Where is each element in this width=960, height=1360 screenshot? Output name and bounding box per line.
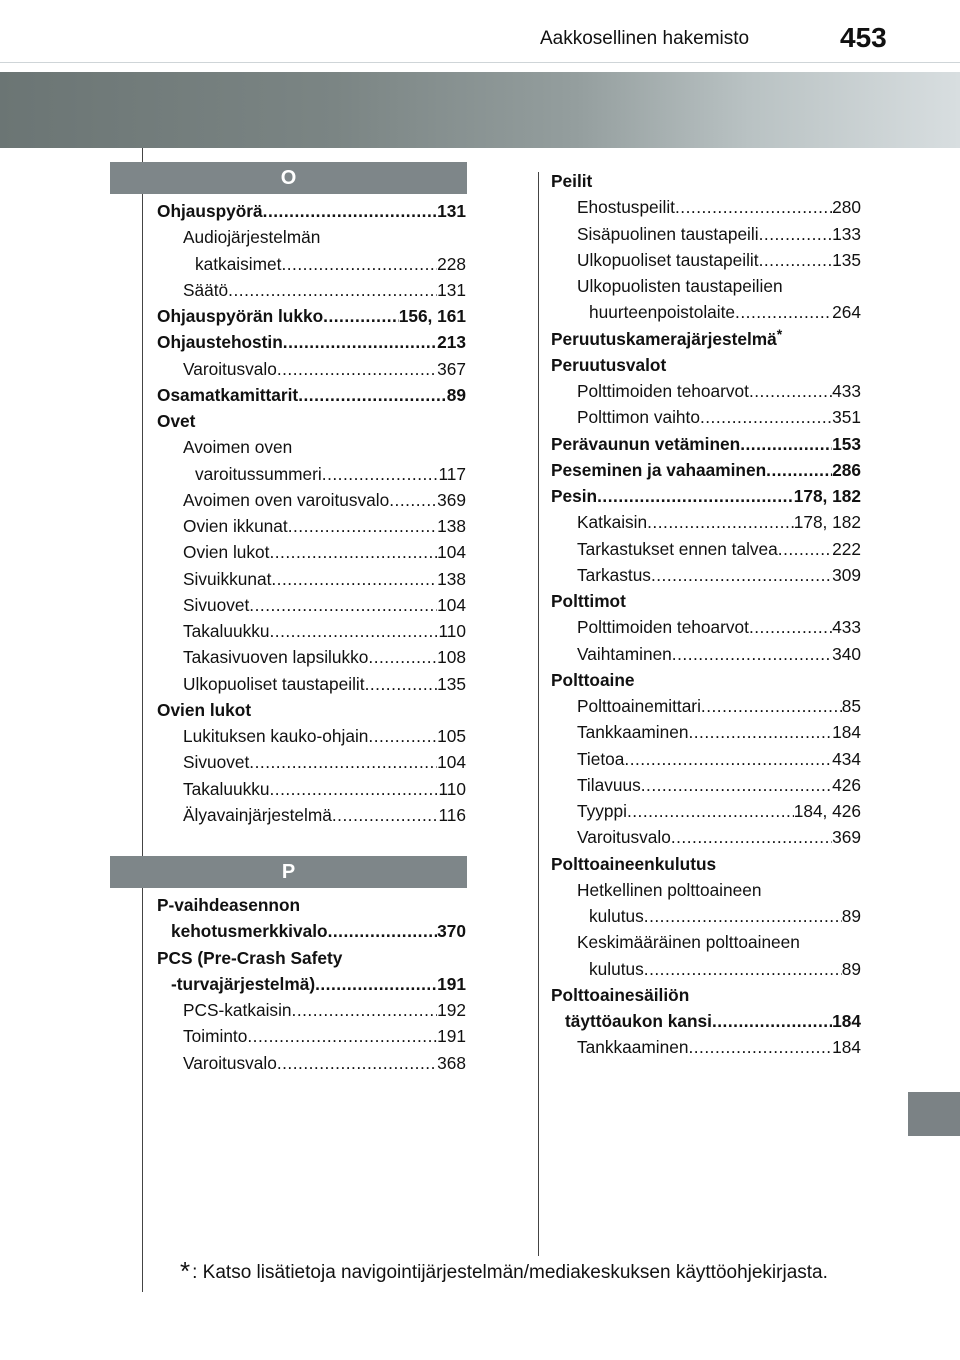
page-reference: 351 — [832, 407, 861, 428]
index-entry — [551, 352, 861, 378]
index-subentry — [157, 461, 466, 487]
index-subentry — [551, 693, 861, 719]
leader-dots — [228, 277, 437, 303]
index-entry — [551, 667, 861, 693]
entry-label: Ulkopuoliset taustapeilit — [577, 249, 759, 270]
entry-label: Takaluukku — [183, 621, 270, 641]
index-subentry — [157, 644, 466, 670]
index-entry — [551, 431, 861, 457]
leader-dots — [627, 798, 794, 824]
entry-label: Audiojärjestelmän — [183, 227, 321, 248]
index-subentry — [551, 247, 861, 273]
page-reference: 153 — [832, 433, 861, 454]
entry-label: Sivuovet — [183, 752, 250, 773]
entry-label: Varoitusvalo — [183, 358, 277, 379]
page-reference: 89 — [841, 958, 861, 979]
entry-label: Polttimoiden tehoarvot — [577, 381, 749, 401]
index-subentry — [157, 434, 466, 460]
entry-label: Ohjaustehostin — [157, 332, 283, 353]
index-subentry — [551, 929, 861, 955]
entry-label: -turvajärjestelmä) — [171, 973, 316, 994]
page-reference: 89 — [841, 906, 861, 926]
page-reference: 222 — [832, 538, 861, 559]
entry-label: Tankkaaminen — [577, 722, 689, 743]
page-number: 453 — [840, 22, 887, 53]
page-reference: 138 — [437, 568, 466, 589]
leader-dots — [271, 566, 437, 592]
entry-label: Polttoainesäiliön — [551, 984, 690, 1005]
page-reference: 370 — [437, 921, 466, 942]
leader-dots — [672, 641, 832, 667]
index-entry — [157, 303, 466, 329]
index-subentry — [551, 221, 861, 247]
index-entry — [157, 198, 466, 224]
entry-label: Keskimääräinen polttoaineen — [577, 932, 800, 953]
footnote-text: : Katso lisätietoja navigointijärjestelmän/mediakeskuksen käyttöohjekirjasta. — [192, 1262, 828, 1283]
entry-label: Polttimon vaihto — [577, 407, 700, 428]
page-reference: 116 — [438, 804, 466, 825]
entry-label: Varoitusvalo — [183, 1052, 277, 1073]
entry-label: Sisäpuolinen taustapeili — [577, 223, 759, 244]
leader-dots — [712, 1008, 832, 1034]
index-column-right — [551, 168, 861, 1061]
page-reference: 108 — [437, 647, 466, 668]
leader-dots — [247, 1023, 437, 1049]
entry-label: Sivuovet — [183, 594, 250, 615]
entry-label: PCS (Pre-Crash Safety — [157, 947, 343, 968]
index-entry — [157, 329, 466, 355]
index-entry — [157, 697, 466, 723]
entry-label: Tarkastukset ennen talvea — [577, 538, 778, 559]
index-subentry — [157, 566, 466, 592]
entry-label: P-vaihdeasennon — [157, 895, 301, 915]
index-subentry — [551, 877, 861, 903]
entry-label: Polttimot — [551, 591, 626, 611]
entry-label: Polttoaineenkulutus — [551, 853, 717, 874]
page-reference: 89 — [446, 384, 466, 405]
leader-dots — [644, 956, 842, 982]
leader-dots — [323, 303, 399, 329]
page-reference: 191 — [437, 973, 466, 994]
index-subentry — [551, 509, 861, 535]
page-reference: 228 — [437, 253, 466, 274]
entry-label: Toiminto — [183, 1026, 248, 1047]
entry-label: Tietoa — [577, 748, 625, 769]
index-subentry — [157, 592, 466, 618]
page-reference: 192 — [437, 1000, 466, 1020]
entry-label: huurteenpoistolaite — [589, 302, 736, 323]
entry-label: Polttimoiden tehoarvot — [577, 617, 749, 638]
leader-dots — [735, 299, 832, 325]
entry-label: Tilavuus — [577, 774, 641, 795]
index-subentry — [157, 671, 466, 697]
leader-dots — [688, 1034, 832, 1060]
page-reference: 85 — [841, 696, 861, 716]
page-reference: 135 — [832, 249, 861, 270]
page-reference: 110 — [438, 778, 466, 799]
entry-label: Ohjauspyörä — [157, 201, 263, 221]
index-subentry — [551, 614, 861, 640]
entry-label: Vaihtaminen — [577, 643, 672, 664]
page-reference: 184 — [832, 1011, 861, 1031]
page-reference: 368 — [437, 1052, 466, 1073]
index-subentry — [551, 194, 861, 220]
page-reference: 340 — [832, 643, 861, 664]
page-reference: 104 — [437, 594, 466, 615]
leader-dots — [277, 1050, 437, 1076]
entry-label: Polttoainemittari — [577, 696, 701, 716]
index-subentry — [551, 798, 861, 824]
entry-label: Sivuikkunat — [183, 568, 272, 589]
index-entry — [157, 382, 466, 408]
entry-label: Takasivuoven lapsilukko — [183, 647, 369, 668]
entry-label: katkaisimet — [195, 253, 282, 274]
index-column-o — [157, 198, 466, 828]
index-subentry — [157, 224, 466, 250]
letter-heading-o: O — [110, 162, 467, 194]
index-subentry — [157, 356, 466, 382]
leader-dots — [700, 404, 832, 430]
leader-dots — [778, 536, 832, 562]
page-reference: 104 — [437, 752, 466, 773]
index-subentry — [551, 641, 861, 667]
index-entry — [157, 945, 466, 971]
entry-label: PCS-katkaisin — [183, 1000, 292, 1020]
entry-label: Ehostuspeilit — [577, 197, 675, 218]
page-reference: 184 — [832, 722, 861, 743]
entry-label: Hetkellinen polttoaineen — [577, 879, 762, 900]
entry-label: Peruutusvalot — [551, 354, 667, 375]
index-subentry — [551, 1034, 861, 1060]
entry-label: Peilit — [551, 171, 593, 191]
leader-dots — [675, 194, 832, 220]
page-reference: 369 — [832, 827, 861, 848]
entry-label: Osamatkamittarit — [157, 384, 299, 405]
index-entry — [551, 483, 861, 509]
leader-dots — [298, 382, 447, 408]
entry-label: Säätö — [183, 279, 229, 300]
index-subentry — [157, 618, 466, 644]
page-reference: 178, 182 — [793, 486, 861, 506]
index-entry — [551, 326, 861, 352]
index-entry — [551, 982, 861, 1008]
leader-dots — [332, 802, 439, 828]
entry-label: kulutus — [589, 906, 644, 926]
index-entry — [551, 168, 861, 194]
page-reference: 369 — [437, 489, 466, 510]
page-reference: 105 — [437, 726, 466, 746]
index-subentry — [157, 539, 466, 565]
leader-dots — [641, 772, 832, 798]
leader-dots — [249, 749, 437, 775]
index-subentry — [157, 1050, 466, 1076]
index-subentry — [551, 956, 861, 982]
index-column-p — [157, 892, 466, 1076]
entry-label: Peseminen ja vahaaminen — [551, 459, 767, 480]
leader-dots — [269, 539, 437, 565]
leader-dots — [644, 903, 842, 929]
entry-label: Ovien lukot — [157, 699, 252, 720]
index-subentry — [551, 562, 861, 588]
entry-label: Ulkopuoliset taustapeilit — [183, 673, 365, 694]
leader-dots — [651, 562, 832, 588]
header-divider — [0, 62, 960, 63]
leader-dots — [389, 487, 437, 513]
entry-label: Polttoaine — [551, 669, 635, 690]
page-reference: 156, 161 — [398, 306, 466, 326]
entry-label: Avoimen oven — [183, 437, 293, 458]
index-subentry — [551, 378, 861, 404]
index-subentry — [157, 487, 466, 513]
leader-dots — [292, 997, 438, 1023]
leader-dots — [281, 251, 437, 277]
index-entry — [551, 588, 861, 614]
entry-label: Avoimen oven varoitusvalo — [183, 489, 390, 510]
leader-dots — [766, 457, 832, 483]
letter-heading-p: P — [110, 856, 467, 888]
leader-dots — [365, 671, 438, 697]
entry-label: kulutus — [589, 958, 644, 979]
index-entry — [551, 851, 861, 877]
index-subentry — [157, 749, 466, 775]
index-entry — [551, 457, 861, 483]
leader-dots — [269, 618, 438, 644]
leader-dots — [597, 483, 794, 509]
entry-label: Varoitusvalo — [577, 827, 671, 848]
entry-label: Peruutuskamerajärjestelmä — [551, 328, 777, 349]
page-reference: 426 — [832, 774, 861, 795]
index-subentry — [551, 824, 861, 850]
index-subentry — [551, 536, 861, 562]
index-subentry — [157, 251, 466, 277]
index-subentry — [551, 299, 861, 325]
footnote-marker: * — [776, 325, 783, 342]
page-reference: 184, 426 — [793, 801, 861, 821]
leader-dots — [749, 378, 832, 404]
leader-dots — [740, 431, 832, 457]
entry-label: Ovien ikkunat — [183, 516, 288, 536]
index-subentry — [551, 273, 861, 299]
leader-dots — [759, 221, 833, 247]
index-subentry — [157, 723, 466, 749]
entry-label: Lukituksen kauko-ohjain — [183, 726, 369, 746]
index-entry — [157, 408, 466, 434]
footnote — [180, 1256, 828, 1287]
index-entry — [157, 892, 466, 918]
header-banner — [0, 72, 960, 148]
page-reference: 433 — [832, 381, 861, 401]
page-reference: 367 — [437, 358, 466, 379]
index-subentry — [157, 1023, 466, 1049]
page-reference: 104 — [437, 542, 466, 563]
index-subentry — [157, 513, 466, 539]
page-header — [0, 0, 960, 62]
page-reference: 286 — [832, 459, 861, 480]
page-reference: 117 — [438, 463, 466, 484]
leader-dots — [624, 746, 832, 772]
entry-label: Tyyppi — [577, 801, 627, 821]
leader-dots — [315, 971, 437, 997]
entry-label: Älyavainjärjestelmä — [183, 804, 332, 825]
page-reference: 178, 182 — [793, 512, 861, 533]
leader-dots — [269, 776, 438, 802]
page-reference: 434 — [832, 748, 861, 769]
entry-label: Katkaisin — [577, 512, 648, 533]
index-subentry — [551, 903, 861, 929]
entry-label: Ovet — [157, 411, 196, 431]
entry-label: Ohjauspyörän lukko — [157, 306, 324, 326]
index-entry — [157, 971, 466, 997]
chapter-tab — [908, 1092, 960, 1136]
leader-dots — [288, 513, 437, 539]
entry-label: Tarkastus — [577, 564, 651, 585]
page-reference: 131 — [437, 201, 466, 221]
page-reference: 280 — [832, 197, 861, 218]
leader-dots — [368, 723, 437, 749]
leader-dots — [283, 329, 437, 355]
leader-dots — [749, 614, 832, 640]
page-reference: 110 — [438, 621, 466, 641]
page-reference: 135 — [437, 673, 466, 694]
leader-dots — [647, 509, 794, 535]
index-subentry — [157, 776, 466, 802]
leader-dots — [368, 644, 437, 670]
page-reference: 309 — [832, 564, 861, 585]
index-entry — [551, 1008, 861, 1034]
entry-label: täyttöaukon kansi — [565, 1011, 712, 1031]
page-reference: 264 — [832, 302, 861, 323]
center-column-rule — [538, 172, 539, 1256]
index-subentry — [551, 772, 861, 798]
leader-dots — [688, 719, 832, 745]
leader-dots — [263, 198, 438, 224]
page-reference: 213 — [437, 332, 466, 353]
leader-dots — [671, 824, 832, 850]
index-entry — [157, 918, 466, 944]
index-subentry — [551, 404, 861, 430]
page-reference: 184 — [832, 1037, 861, 1058]
leader-dots — [328, 918, 438, 944]
entry-label: Ulkopuolisten taustapeilien — [577, 276, 783, 296]
index-subentry — [157, 802, 466, 828]
entry-label: Pesin — [551, 486, 598, 506]
footnote-marker: * — [180, 1256, 191, 1286]
entry-label: Ovien lukot — [183, 542, 270, 563]
page-reference: 131 — [437, 279, 466, 300]
leader-dots — [322, 461, 439, 487]
leader-dots — [759, 247, 833, 273]
left-column-rule — [142, 148, 143, 1292]
entry-label: Takaluukku — [183, 778, 270, 799]
index-subentry — [157, 277, 466, 303]
index-subentry — [551, 746, 861, 772]
page-reference: 138 — [437, 516, 466, 536]
leader-dots — [277, 356, 437, 382]
page-reference: 433 — [832, 617, 861, 638]
entry-label: kehotusmerkkivalo — [171, 921, 328, 942]
index-subentry — [551, 719, 861, 745]
page-reference: 191 — [437, 1026, 466, 1047]
leader-dots — [249, 592, 437, 618]
index-subentry — [157, 997, 466, 1023]
page-reference: 133 — [832, 223, 861, 244]
entry-label: varoitussummeri — [195, 463, 322, 484]
entry-label: Tankkaaminen — [577, 1037, 689, 1058]
leader-dots — [701, 693, 842, 719]
entry-label: Perävaunun vetäminen — [551, 433, 741, 454]
section-title: Aakkosellinen hakemisto — [540, 28, 750, 49]
